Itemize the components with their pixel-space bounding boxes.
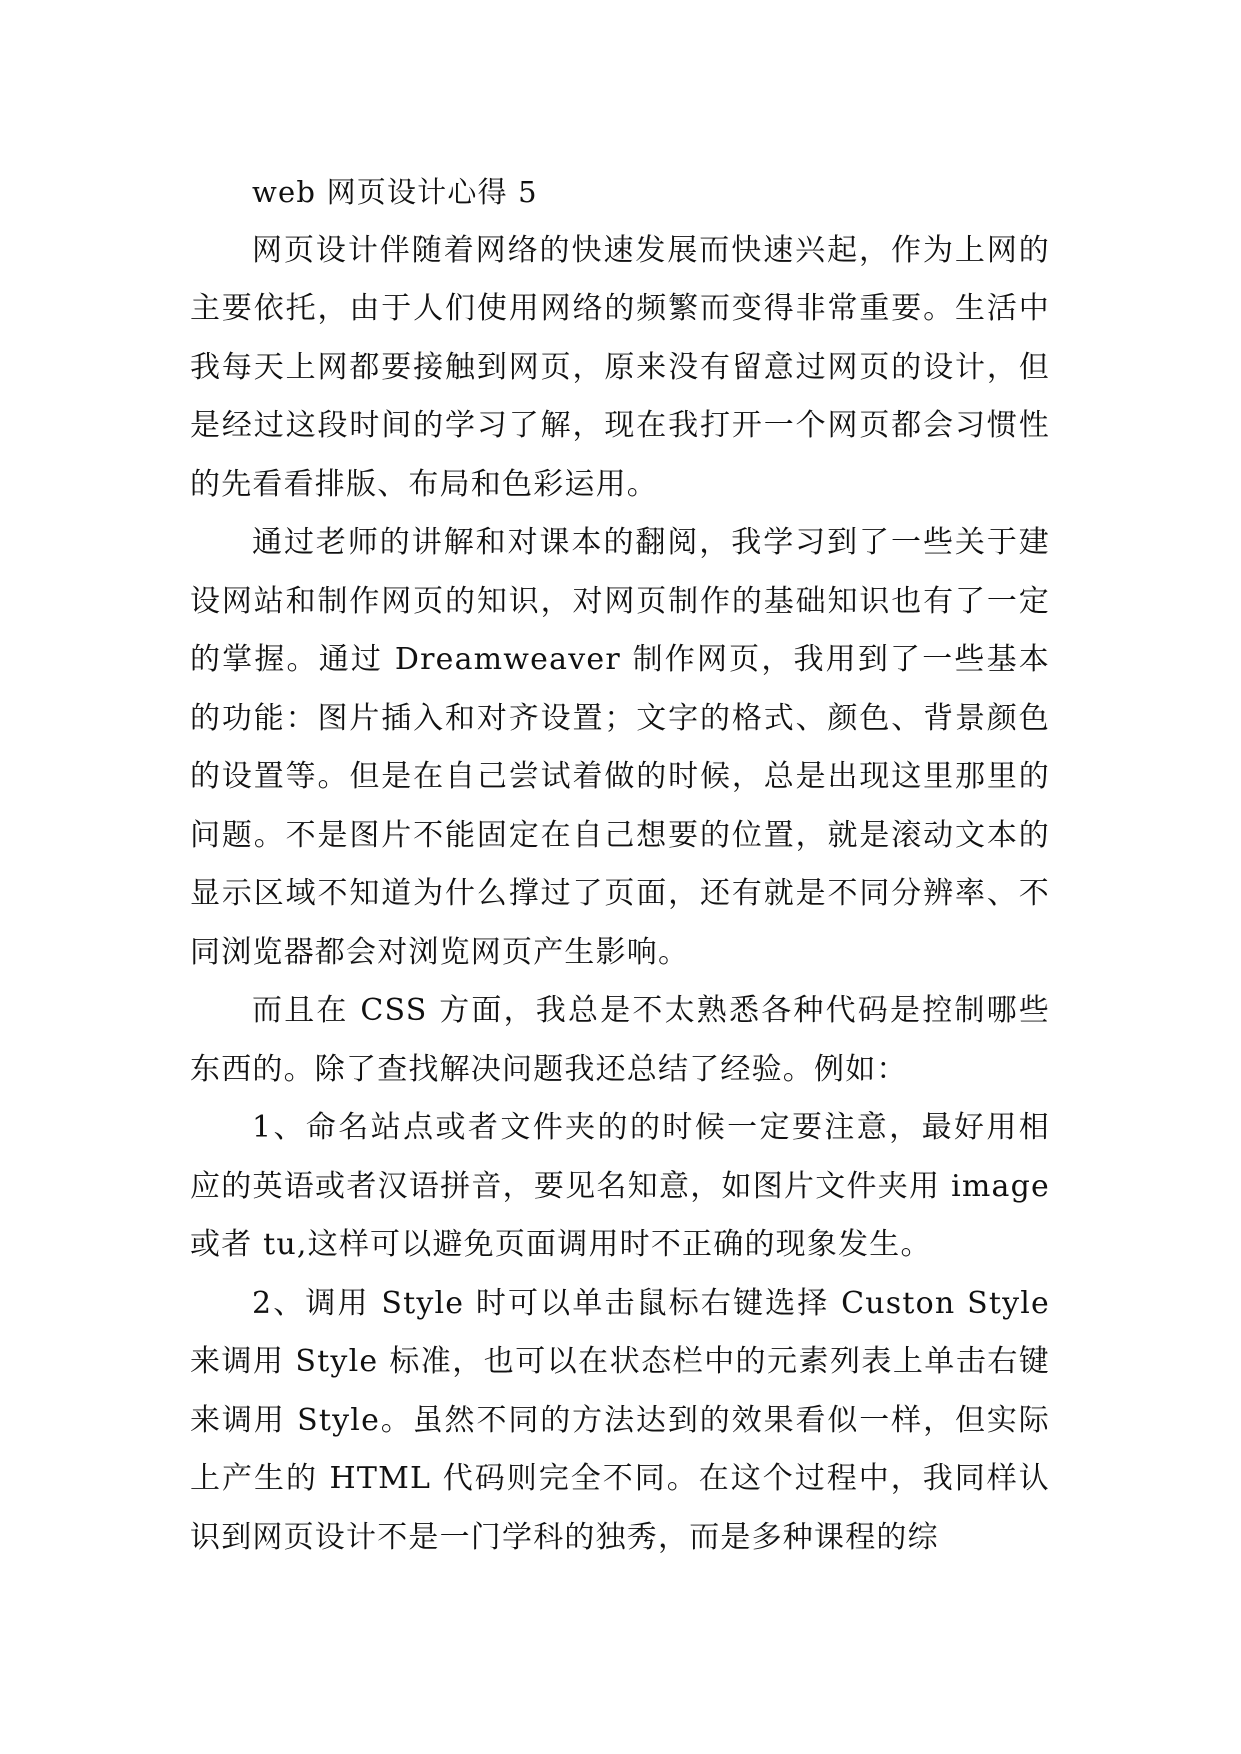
document-body	[190, 163, 1050, 1567]
paragraph-css: 而且在 CSS 方面，我总是不太熟悉各种代码是控制哪些东西的。除了查找解决问题我还总结了经验。例如：	[190, 993, 1050, 1087]
paragraph-learning: 通过老师的讲解和对课本的翻阅，我学习到了一些关于建设网站和制作网页的知识，对网页制作的基础知识也有了一定的掌握。通过 Dreamweaver 制作网页，我用到了一些基本的功能：图片插入和对齐设置；文字的格式、颜色、背景颜色的设置等。但是在自己尝试着做的时候，总是出现这里那里的问题。不是图片不能固定在自己想要的位置，就是滚动文本的显示区域不知道为什么撑过了页面，还有就是不同分辨率、不同浏览器都会对浏览网页产生影响。	[190, 525, 1050, 970]
paragraph-intro: 网页设计伴随着网络的快速发展而快速兴起，作为上网的主要依托，由于人们使用网络的频繁而变得非常重要。生活中我每天上网都要接触到网页，原来没有留意过网页的设计，但是经过这段时间的学习了解，现在我打开一个网页都会习惯性的先看看排版、布局和色彩运用。	[190, 232, 1050, 502]
paragraph-tip-2: 2、调用 Style 时可以单击鼠标右键选择 Custon Style 来调用 Style 标准，也可以在状态栏中的元素列表上单击右键来调用 Style。虽然不同的方法达到的效果看似一样，但实际上产生的 HTML 代码则完全不同。在这个过程中，我同样认识到网页设计不是一门学科的独秀，而是多种课程的综	[190, 1285, 1050, 1555]
document-title: web 网页设计心得 5	[252, 175, 538, 209]
paragraph-tip-1: 1、命名站点或者文件夹的的时候一定要注意，最好用相应的英语或者汉语拼音，要见名知意，如图片文件夹用 image 或者 tu,这样可以避免页面调用时不正确的现象发生。	[190, 1110, 1050, 1262]
